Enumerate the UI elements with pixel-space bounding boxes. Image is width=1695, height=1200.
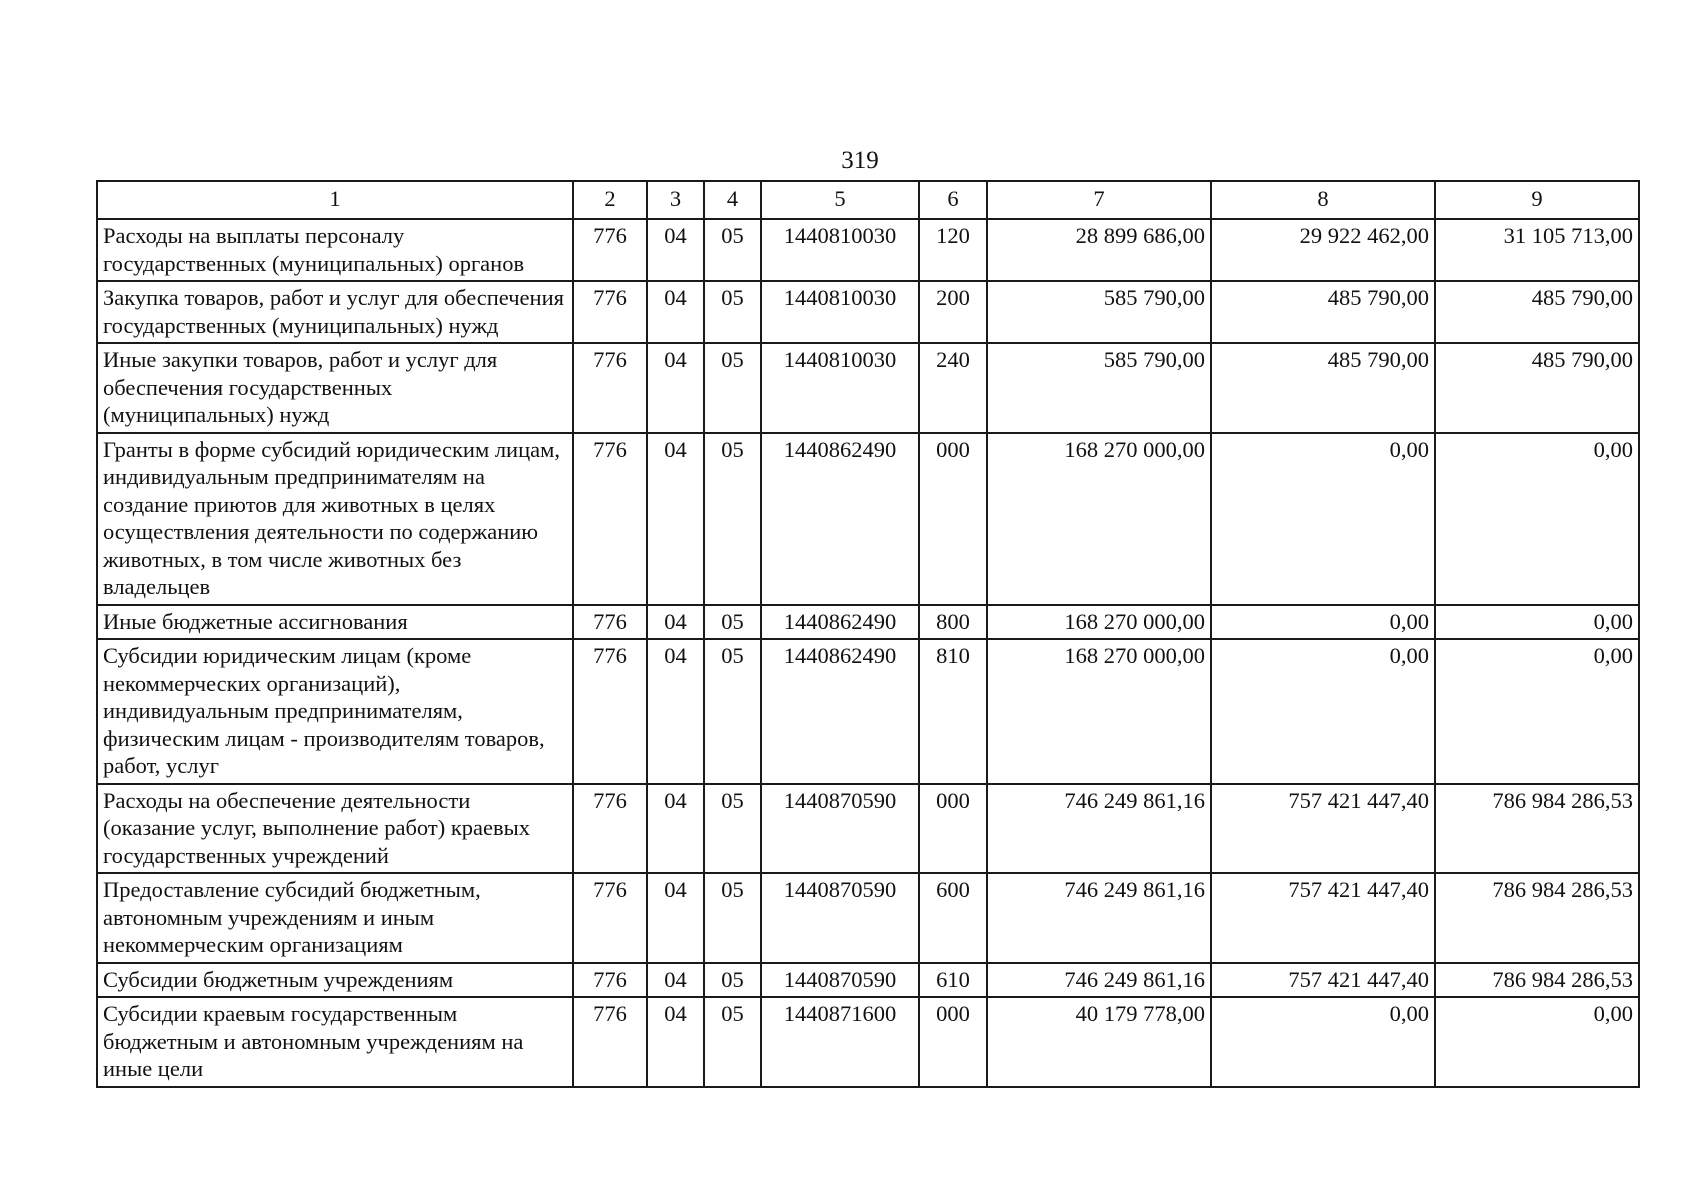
section-code: 04 <box>647 219 704 281</box>
expense-type-code: 810 <box>919 639 987 784</box>
target-article-code: 1440810030 <box>761 343 919 433</box>
expense-type-code: 200 <box>919 281 987 343</box>
target-article-code: 1440870590 <box>761 873 919 963</box>
amount-col-7: 168 270 000,00 <box>987 433 1211 605</box>
budget-table <box>96 180 1640 1088</box>
table-row <box>97 873 1639 963</box>
subsection-code: 05 <box>704 873 761 963</box>
subsection-code: 05 <box>704 997 761 1087</box>
subsection-code: 05 <box>704 639 761 784</box>
amount-col-7: 585 790,00 <box>987 343 1211 433</box>
amount-col-9: 786 984 286,53 <box>1435 963 1639 998</box>
target-article-code: 1440862490 <box>761 639 919 784</box>
expense-name: Иные закупки товаров, работ и услуг для обеспечения государственных (муниципальных) нужд <box>97 343 573 433</box>
table-row <box>97 784 1639 874</box>
target-article-code: 1440862490 <box>761 605 919 640</box>
column-header: 3 <box>647 181 704 219</box>
ministry-code: 776 <box>573 343 647 433</box>
amount-col-9: 485 790,00 <box>1435 281 1639 343</box>
target-article-code: 1440870590 <box>761 963 919 998</box>
amount-col-9: 786 984 286,53 <box>1435 784 1639 874</box>
column-header: 6 <box>919 181 987 219</box>
column-header: 5 <box>761 181 919 219</box>
amount-col-7: 746 249 861,16 <box>987 784 1211 874</box>
expense-name: Закупка товаров, работ и услуг для обеспечения государственных (муниципальных) нужд <box>97 281 573 343</box>
expense-name: Субсидии краевым государственным бюджетным и автономным учреждениям на иные цели <box>97 997 573 1087</box>
ministry-code: 776 <box>573 784 647 874</box>
amount-col-8: 0,00 <box>1211 639 1435 784</box>
section-code: 04 <box>647 639 704 784</box>
ministry-code: 776 <box>573 219 647 281</box>
expense-name: Предоставление субсидий бюджетным, автономным учреждениям и иным некоммерческим организациям <box>97 873 573 963</box>
table-row <box>97 433 1639 605</box>
table-row <box>97 605 1639 640</box>
amount-col-7: 746 249 861,16 <box>987 963 1211 998</box>
amount-col-8: 757 421 447,40 <box>1211 873 1435 963</box>
table-row <box>97 281 1639 343</box>
target-article-code: 1440862490 <box>761 433 919 605</box>
subsection-code: 05 <box>704 784 761 874</box>
target-article-code: 1440810030 <box>761 219 919 281</box>
amount-col-8: 757 421 447,40 <box>1211 784 1435 874</box>
subsection-code: 05 <box>704 963 761 998</box>
column-header: 7 <box>987 181 1211 219</box>
expense-type-code: 800 <box>919 605 987 640</box>
amount-col-9: 31 105 713,00 <box>1435 219 1639 281</box>
expense-type-code: 000 <box>919 997 987 1087</box>
ministry-code: 776 <box>573 997 647 1087</box>
expense-type-code: 600 <box>919 873 987 963</box>
section-code: 04 <box>647 605 704 640</box>
subsection-code: 05 <box>704 433 761 605</box>
section-code: 04 <box>647 873 704 963</box>
amount-col-8: 0,00 <box>1211 997 1435 1087</box>
amount-col-9: 786 984 286,53 <box>1435 873 1639 963</box>
expense-type-code: 120 <box>919 219 987 281</box>
amount-col-8: 0,00 <box>1211 605 1435 640</box>
section-code: 04 <box>647 784 704 874</box>
amount-col-8: 757 421 447,40 <box>1211 963 1435 998</box>
expense-name: Расходы на выплаты персоналу государственных (муниципальных) органов <box>97 219 573 281</box>
subsection-code: 05 <box>704 281 761 343</box>
ministry-code: 776 <box>573 605 647 640</box>
header-row <box>97 181 1639 219</box>
subsection-code: 05 <box>704 605 761 640</box>
amount-col-8: 485 790,00 <box>1211 281 1435 343</box>
expense-type-code: 240 <box>919 343 987 433</box>
ministry-code: 776 <box>573 873 647 963</box>
subsection-code: 05 <box>704 219 761 281</box>
target-article-code: 1440810030 <box>761 281 919 343</box>
amount-col-8: 29 922 462,00 <box>1211 219 1435 281</box>
amount-col-7: 585 790,00 <box>987 281 1211 343</box>
amount-col-9: 0,00 <box>1435 433 1639 605</box>
amount-col-7: 168 270 000,00 <box>987 605 1211 640</box>
amount-col-7: 746 249 861,16 <box>987 873 1211 963</box>
table-row <box>97 639 1639 784</box>
target-article-code: 1440870590 <box>761 784 919 874</box>
column-header: 1 <box>97 181 573 219</box>
amount-col-9: 0,00 <box>1435 639 1639 784</box>
amount-col-9: 485 790,00 <box>1435 343 1639 433</box>
amount-col-9: 0,00 <box>1435 997 1639 1087</box>
amount-col-8: 0,00 <box>1211 433 1435 605</box>
page-number: 319 <box>841 147 879 174</box>
target-article-code: 1440871600 <box>761 997 919 1087</box>
section-code: 04 <box>647 281 704 343</box>
subsection-code: 05 <box>704 343 761 433</box>
table-row <box>97 219 1639 281</box>
section-code: 04 <box>647 997 704 1087</box>
section-code: 04 <box>647 963 704 998</box>
column-header: 4 <box>704 181 761 219</box>
expense-type-code: 000 <box>919 433 987 605</box>
column-header: 9 <box>1435 181 1639 219</box>
expense-name: Расходы на обеспечение деятельности (оказание услуг, выполнение работ) краевых государственных учреждений <box>97 784 573 874</box>
amount-col-9: 0,00 <box>1435 605 1639 640</box>
ministry-code: 776 <box>573 281 647 343</box>
amount-col-7: 28 899 686,00 <box>987 219 1211 281</box>
expense-type-code: 610 <box>919 963 987 998</box>
ministry-code: 776 <box>573 963 647 998</box>
expense-name: Иные бюджетные ассигнования <box>97 605 573 640</box>
amount-col-7: 168 270 000,00 <box>987 639 1211 784</box>
table-row <box>97 963 1639 998</box>
section-code: 04 <box>647 343 704 433</box>
column-header: 2 <box>573 181 647 219</box>
amount-col-7: 40 179 778,00 <box>987 997 1211 1087</box>
section-code: 04 <box>647 433 704 605</box>
ministry-code: 776 <box>573 639 647 784</box>
expense-type-code: 000 <box>919 784 987 874</box>
column-header: 8 <box>1211 181 1435 219</box>
expense-name: Гранты в форме субсидий юридическим лицам, индивидуальным предпринимателям на создание приютов для животных в целях осуществления деятельности по содержанию животных, в том числе животных без владельцев <box>97 433 573 605</box>
ministry-code: 776 <box>573 433 647 605</box>
expense-name: Субсидии юридическим лицам (кроме некоммерческих организаций), индивидуальным предпринимателям, физическим лицам - производителям товаров, работ, услуг <box>97 639 573 784</box>
table-row <box>97 343 1639 433</box>
amount-col-8: 485 790,00 <box>1211 343 1435 433</box>
expense-name: Субсидии бюджетным учреждениям <box>97 963 573 998</box>
table-row <box>97 997 1639 1087</box>
